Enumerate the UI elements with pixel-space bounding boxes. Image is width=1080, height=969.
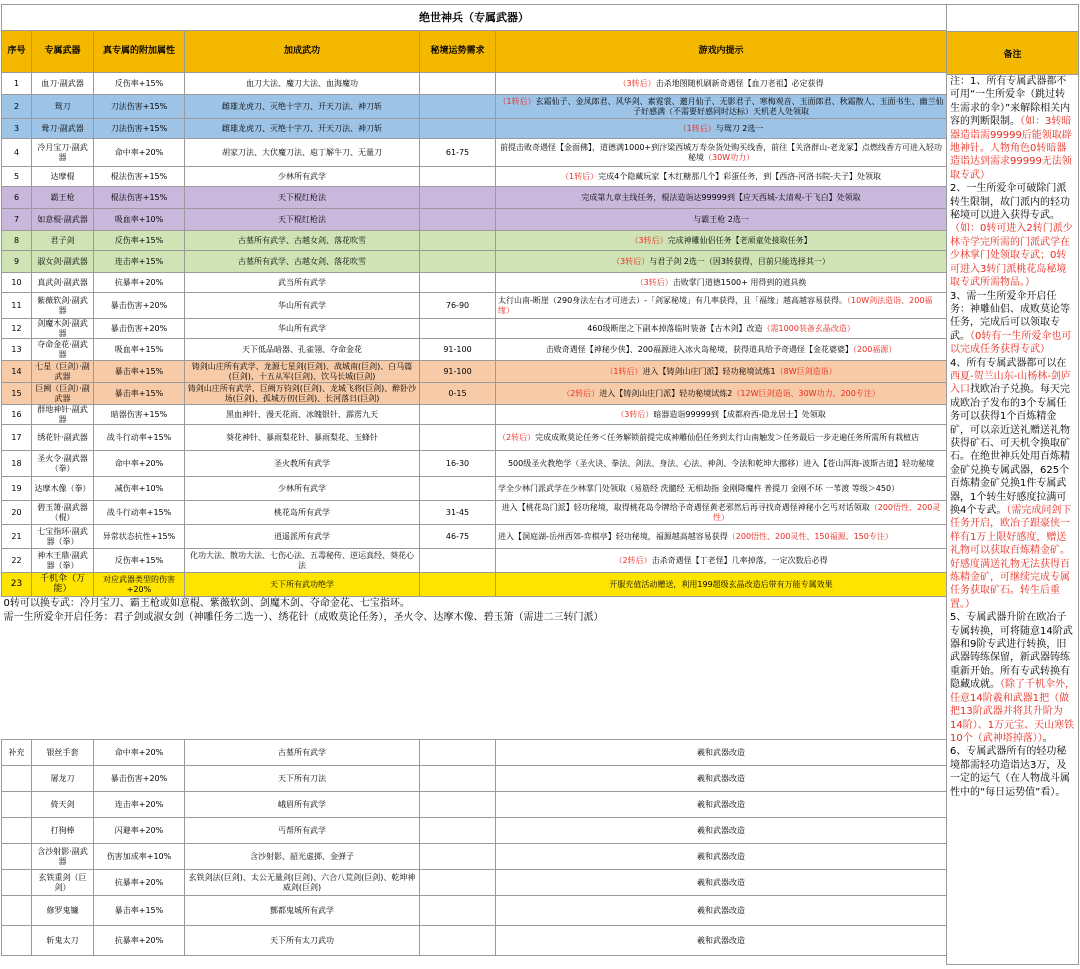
cell-weapon: 斩鬼太刀 (32, 926, 94, 956)
supplement-row (2, 896, 947, 926)
hint-requirement: （12W巨剑造诣、30W功力、200专注） (732, 388, 880, 398)
cell-weapon: 修罗鬼镰 (32, 896, 94, 926)
col-header-hint: 游戏内提示 (496, 31, 947, 73)
hint-text: 500级圣火教绝学（圣火诀、拳法、剑法、身法、心法、神剑、令法和乾坤大挪移）进入【苍山洱海-波斯古道】轻功秘境 (507, 458, 935, 468)
supplement-label-cell (2, 792, 32, 818)
cell-no: 4 (2, 139, 32, 167)
cell-weapon: 千机伞（万能） (32, 573, 94, 597)
note-text: 0转可以换专武：冷月宝刀、霸王枪或如意棍、紫薇软剑、剑魔木剑、夺命金花、七宝指环。 (3, 598, 410, 610)
cell-hint (496, 187, 947, 209)
cell-skills: 铸剑山庄所有武学、巨阙万钧剑(巨剑)、龙城飞将(巨剑)、醉卧沙场(巨剑)、孤城万仞(巨剑)、长河落日(巨剑) (185, 383, 420, 405)
cell-attr: 暴击伤害+20% (94, 319, 185, 339)
cell-hint (496, 549, 947, 573)
cell-hint: 羲和武器改造 (496, 792, 947, 818)
cell-attr: 异常状态抗性+15% (94, 525, 185, 549)
hint-text: 太行山南-断崖（290身法左右才可进去）-「剑冢秘境」有几率获得，且「福缘」越高越容易获得。 (498, 296, 848, 305)
hint-tag: （1转后） (561, 171, 599, 181)
hint-text: 与君子剑 2选一（因3转获得，目前只能选择其一） (649, 256, 830, 266)
cell-attr: 命中率+20% (94, 139, 185, 167)
cell-no: 22 (2, 549, 32, 573)
cell-hint (496, 73, 947, 95)
hint-tag: （1转后） (605, 366, 643, 376)
cell-skills: 葵花神针、暴雨梨花针、暴雨梨花、玉蜂针 (185, 425, 420, 451)
cell-skills: 桃花岛所有武学 (185, 501, 420, 525)
cell-attr: 抗暴率+20% (94, 870, 185, 896)
hint-text: 进入【桃花岛门派】轻功秘境，取得桃花岛令牌给予奇遇怪黄老邪然后再寻找奇遇怪神秘小乞丐对话领取 (501, 503, 870, 512)
cell-skills: 峨眉所有武学 (185, 792, 420, 818)
hint-tag: （3转后） (618, 78, 656, 88)
cell-req (420, 926, 496, 956)
remarks-panel (946, 4, 1079, 965)
cell-attr: 暴击率+15% (94, 361, 185, 383)
hint-text: 前提击败奇遇怪【金面佛】，道德满1000+到汴梁西城万寿杂货处购买线香，前往【关洛群山-老龙冢】点燃线香方可进入轻功秘境 (500, 143, 942, 162)
hint-text: 完成成败莫论任务＜任务解锁前提完成神雕仙侣任务到太行山南触发＞任务最后一步走遍任务所需所有栽植店 (535, 432, 920, 442)
cell-weapon: 七宝指环·副武器（拳） (32, 525, 94, 549)
supplement-row (2, 818, 947, 844)
hint-text: 完成第九章主线任务，棍法造诣达99999到【应天西城-太清观-于飞白】处领取 (581, 192, 861, 202)
table-row (2, 231, 947, 251)
table-row (2, 273, 947, 293)
hint-tag: （3转后） (616, 409, 654, 419)
cell-no: 1 (2, 73, 32, 95)
cell-req: 46-75 (420, 525, 496, 549)
cell-skills: 圣火教所有武学 (185, 451, 420, 477)
cell-req (420, 792, 496, 818)
table-row (2, 167, 947, 187)
col-header-weapon: 专属武器 (32, 31, 94, 73)
hint-text: 击败奇遇怪【神秘少侠】、200福源进入冰火岛秘境，获得道具给予奇遇怪【金花婆婆】 (545, 344, 854, 354)
cell-skills: 血刀大法、魔刀大法、血海魔功 (185, 73, 420, 95)
remark-5-red: （除了千机伞外，任意14阶羲和武器1把（做把13阶武器并将其升阶为14阶）、1万元宝、天山寒铁10个（武神塔掉落）） (950, 679, 1075, 744)
cell-attr: 连击率+20% (94, 792, 185, 818)
hint-text: 完成神雕仙侣任务【老顽童处接取任务】 (667, 235, 812, 245)
cell-weapon: 紫薇软剑·副武器 (32, 293, 94, 319)
col-header-no: 序号 (2, 31, 32, 73)
spacer-row (2, 625, 947, 633)
note-row (2, 611, 947, 625)
cell-hint (496, 361, 947, 383)
hint-text: 460级断崖之下副本掉落临时装备【古木剑】改造 (587, 323, 763, 333)
cell-attr: 战斗行动率+15% (94, 501, 185, 525)
cell-attr: 反伤率+15% (94, 73, 185, 95)
cell-hint (496, 383, 947, 405)
header-row (2, 31, 947, 73)
cell-no: 19 (2, 477, 32, 501)
cell-req (420, 251, 496, 273)
cell-weapon: 屠龙刀 (32, 766, 94, 792)
cell-hint: 羲和武器改造 (496, 896, 947, 926)
cell-attr: 抗暴率+20% (94, 926, 185, 956)
cell-skills: 逍遥派所有武学 (185, 525, 420, 549)
remark-3: 3、需一生所爱伞开启任务：神雕仙侣、成败莫论等任务，完成后可以领取专武。 (950, 290, 1070, 342)
cell-hint: 羲和武器改造 (496, 818, 947, 844)
cell-weapon: 打狗棒 (32, 818, 94, 844)
table-row (2, 95, 947, 119)
hint-requirement: （30W功力） (703, 152, 755, 162)
cell-hint (496, 251, 947, 273)
table-row (2, 209, 947, 231)
cell-req (420, 573, 496, 597)
hint-text: 击杀地图随机刷新奇遇怪【血刀老祖】必定获得 (655, 78, 824, 88)
cell-skills: 古墓所有武学、古越女剑、落花吹雪 (185, 251, 420, 273)
cell-weapon: 达摩棍 (32, 167, 94, 187)
supplement-label-cell (2, 818, 32, 844)
cell-no: 8 (2, 231, 32, 251)
hint-text: 开服充值活动赠送，利用199超级玄晶改造后带有万能专属效果 (609, 579, 833, 589)
cell-skills: 天下棍红枪法 (185, 209, 420, 231)
remark-1: 注：1、所有专属武器都不可用“一生所爱伞（跳过转生需求的伞）”来解除相关内容的判断限制。 (950, 76, 1071, 128)
cell-hint (496, 477, 947, 501)
cell-weapon: 夺命金花·副武器 (32, 339, 94, 361)
hint-tag: （1转后） (498, 97, 536, 106)
cell-no: 3 (2, 119, 32, 139)
cell-req (420, 740, 496, 766)
cell-skills: 黑血神针、漫天花雨、冰魄银针、霹雳九天 (185, 405, 420, 425)
hint-requirement: （需1000装备玄晶改造） (762, 323, 855, 333)
cell-hint: 羲和武器改造 (496, 844, 947, 870)
cell-attr: 刀法伤害+15% (94, 119, 185, 139)
cell-weapon: 淑女剑·副武器 (32, 251, 94, 273)
spacer-cell (2, 625, 947, 633)
cell-skills: 化功大法、散功大法、七伤心法、五毒秘传、逆运真经、葵花心法 (185, 549, 420, 573)
remark-6: 6、专属武器所有的轻功秘境都需轻功造诣达3万，及一定的运气（在人物战斗属性中的“每日运势值”看）。 (950, 746, 1070, 798)
cell-no: 18 (2, 451, 32, 477)
cell-no: 14 (2, 361, 32, 383)
remark-1-red: （如：3转暗器造诣需99999后能领取辟地神针。人物角色0转暗器造诣达到需求99999无法领取专武） (950, 116, 1072, 181)
table-row (2, 187, 947, 209)
cell-hint: 羲和武器改造 (496, 766, 947, 792)
supplement-row (2, 844, 947, 870)
hint-requirement: （10W剑法造诣、200福缘） (498, 296, 933, 315)
cell-hint (496, 339, 947, 361)
cell-req: 16-30 (420, 451, 496, 477)
hint-tag: （2转后） (614, 555, 652, 565)
cell-hint (496, 119, 947, 139)
table-row (2, 425, 947, 451)
remark-2: 2、一生所爱伞可破除门派转生限制，故门派内的轻功秘境可以进入获得专武。 (950, 183, 1070, 222)
cell-req (420, 870, 496, 896)
cell-skills: 天下所有刀法 (185, 766, 420, 792)
table-row (2, 525, 947, 549)
cell-no: 23 (2, 573, 32, 597)
cell-skills: 少林所有武学 (185, 167, 420, 187)
col-header-attr: 真专属的附加属性 (94, 31, 185, 73)
remark-5: 5、专属武器升阶在欧冶子专属转换，可将随意14阶武器和9阶专武进行转换，旧武器铸练保留，新武器铸练重新开始。所有专武转换有隐藏成就。 (950, 612, 1073, 691)
cell-req: 31-45 (420, 501, 496, 525)
cell-weapon: 如意棍·副武器 (32, 209, 94, 231)
cell-req (420, 319, 496, 339)
hint-text: 进入【铸剑山庄门派】轻功秘境试炼2 (599, 388, 733, 398)
cell-attr: 连击率+15% (94, 251, 185, 273)
hint-text: 与鸳刀 2选一 (715, 123, 764, 133)
cell-weapon: 血刀·副武器 (32, 73, 94, 95)
cell-req (420, 119, 496, 139)
cell-no: 2 (2, 95, 32, 119)
remark-4-location: 西夏-贺兰山东-山杨林-剑庐入口 (950, 370, 1071, 396)
col-header-skills: 加成武功 (185, 31, 420, 73)
cell-skills: 铸剑山庄所有武学、龙源七星剑(巨剑)、战城南(巨剑)、白马篇(巨剑)、十五从军(巨剑)、饮马长城(巨剑) (185, 361, 420, 383)
supplement-label-cell (2, 870, 32, 896)
supplement-row (2, 870, 947, 896)
supplement-label-cell (2, 896, 32, 926)
table-row (2, 251, 947, 273)
cell-no: 17 (2, 425, 32, 451)
hint-tag: （2转后） (498, 432, 536, 442)
table-row (2, 139, 947, 167)
cell-no: 6 (2, 187, 32, 209)
cell-req (420, 273, 496, 293)
cell-req (420, 425, 496, 451)
remarks-header: 备注 (947, 32, 1078, 75)
cell-weapon: 巨阙（巨剑）·副武器 (32, 383, 94, 405)
cell-attr: 吸血率+15% (94, 339, 185, 361)
cell-hint (496, 501, 947, 525)
cell-req: 61-75 (420, 139, 496, 167)
remark-2-red: （如：0转可进入2转门派少林寺学完所需的门派武学在少林掌门处领取专武；0转可进入3转门派桃花岛秘境取专武所需物品。） (950, 223, 1073, 289)
cell-attr: 暴击伤害+20% (94, 293, 185, 319)
cell-skills: 天下所有太刀武功 (185, 926, 420, 956)
cell-no: 20 (2, 501, 32, 525)
cell-no: 12 (2, 319, 32, 339)
cell-weapon: 剑魔木剑·副武器 (32, 319, 94, 339)
cell-no: 9 (2, 251, 32, 273)
hint-requirement: （200悟性、200灵性、150福源、150专注） (727, 531, 893, 541)
cell-req (420, 818, 496, 844)
table-row (2, 405, 947, 425)
remark-4b: 找欧冶子兑换。每天完成欧冶子发布的3个专属任务可以获得1个百炼精金矿，可以亲近送礼赠送礼物获得矿石、可天机令换取矿石。在绝世神兵处用百炼精金矿兑换专属武器，625个百炼精金矿兑换1件专属武器，1个转生好感度拉满可换4个专武。 (950, 384, 1070, 516)
cell-hint (496, 167, 947, 187)
cell-weapon: 鸯刀·副武器 (32, 119, 94, 139)
hint-text: 击杀奇遇怪【丁老怪】几率掉落，一定次数后必得 (651, 555, 828, 565)
cell-skills: 武当所有武学 (185, 273, 420, 293)
cell-no: 15 (2, 383, 32, 405)
cell-weapon: 银丝手套 (32, 740, 94, 766)
cell-weapon: 圣火令·副武器（拳） (32, 451, 94, 477)
cell-weapon: 达摩木像（拳） (32, 477, 94, 501)
cell-attr: 棍法伤害+15% (94, 167, 185, 187)
table-row (2, 293, 947, 319)
cell-weapon: 君子剑 (32, 231, 94, 251)
hint-text: 学全少林门派武学在少林掌门处领取（易筋经 洗髓经 无相劫指 金刚降魔杵 普提刀 金刚不坏 一苇渡 等级＞450） (498, 483, 900, 493)
cell-attr: 战斗行动率+15% (94, 425, 185, 451)
cell-req (420, 896, 496, 926)
table-row (2, 119, 947, 139)
weapons-table (1, 4, 947, 633)
cell-attr: 棍法伤害+15% (94, 187, 185, 209)
cell-weapon: 玄铁重剑（巨剑） (32, 870, 94, 896)
table-row (2, 451, 947, 477)
supplement-row (2, 926, 947, 956)
cell-skills: 天下低品暗器、孔雀翎、夺命金花 (185, 339, 420, 361)
supplement-label-cell (2, 926, 32, 956)
supplement-label-cell: 补充 (2, 740, 32, 766)
cell-req: 91-100 (420, 361, 496, 383)
cell-weapon: 真武剑·副武器 (32, 273, 94, 293)
table-row (2, 73, 947, 95)
note-row (2, 597, 947, 611)
hint-text: 与霸王枪 2选一 (693, 214, 749, 224)
cell-req (420, 844, 496, 870)
hint-text: 完成4个隐藏玩家【木红糖那几个】彩蛋任务，到【西洛-河洛书院-夫子】处领取 (598, 171, 882, 181)
cell-skills: 酆都鬼城所有武学 (185, 896, 420, 926)
supplement-row (2, 740, 947, 766)
cell-hint (496, 95, 947, 119)
hint-tag: （2转后） (562, 388, 600, 398)
cell-attr: 反伤率+15% (94, 549, 185, 573)
cell-req (420, 766, 496, 792)
cell-skills: 古墓所有武学、古越女剑、落花吹雪 (185, 231, 420, 251)
cell-skills: 丐帮所有武学 (185, 818, 420, 844)
hint-requirement: （200福源） (853, 344, 897, 354)
cell-req (420, 549, 496, 573)
cell-hint (496, 451, 947, 477)
hint-text: 玄霜仙子、金凤郎君、风华剑、素霓裳、邀月仙子、无影君子、寒梅观音、玉面郎君、秋霜散人、玉面书生、幽兰仙子好感满（不需要好感同时达标）天机老人处领取 (535, 97, 944, 116)
cell-attr: 命中率+20% (94, 740, 185, 766)
cell-hint: 羲和武器改造 (496, 926, 947, 956)
supplement-table (1, 739, 947, 956)
table-row (2, 549, 947, 573)
cell-weapon: 七星（巨剑）·副武器 (32, 361, 94, 383)
cell-weapon: 群地神针·副武器 (32, 405, 94, 425)
table-row (2, 477, 947, 501)
cell-hint (496, 425, 947, 451)
cell-hint (496, 209, 947, 231)
cell-attr: 命中率+20% (94, 451, 185, 477)
cell-hint (496, 525, 947, 549)
cell-attr: 伤害加成率+10% (94, 844, 185, 870)
cell-req: 0-15 (420, 383, 496, 405)
cell-hint (496, 139, 947, 167)
cell-hint: 羲和武器改造 (496, 870, 947, 896)
cell-skills: 天下棍红枪法 (185, 187, 420, 209)
hint-tag: （3转后） (630, 235, 668, 245)
remark-5-end: 。 (1042, 732, 1053, 744)
cell-weapon: 冷月宝刀·副武器 (32, 139, 94, 167)
cell-no: 7 (2, 209, 32, 231)
cell-skills: 含沙射影、韶光虚掷、金弹子 (185, 844, 420, 870)
cell-no: 11 (2, 293, 32, 319)
cell-weapon: 倚天剑 (32, 792, 94, 818)
supplement-row (2, 766, 947, 792)
cell-skills: 胡家刀法、大伏魔刀法、庖丁解牛刀、无量刀 (185, 139, 420, 167)
hint-text: 暗器造诣99999到【成都府西-隐龙居士】处领取 (653, 409, 826, 419)
cell-weapon: 碧玉箫·副武器（棍） (32, 501, 94, 525)
hint-tag: （3转后） (612, 256, 650, 266)
cell-weapon: 神木王鼎·副武器（拳） (32, 549, 94, 573)
cell-req (420, 209, 496, 231)
cell-weapon: 含沙射影·副武器 (32, 844, 94, 870)
hint-text: 进入【铸剑山庄门派】轻功秘境试炼1 (642, 366, 776, 376)
remark-4a: 4、所有专属武器都可以在 (950, 357, 1067, 369)
cell-skills: 天下所有武功绝学 (185, 573, 420, 597)
note-text: 需一生所爱伞开启任务：君子剑或淑女剑（神雕任务二选一）、绣花针（成败莫论任务），圣火令、达摩木像、碧玉箫（需进二三转门派） (3, 612, 604, 623)
cell-attr: 暴击率+15% (94, 896, 185, 926)
hint-text: 击败掌门道德1500+ 用得到的道具换 (672, 277, 807, 287)
cell-hint: 羲和武器改造 (496, 740, 947, 766)
cell-req (420, 95, 496, 119)
hint-requirement: （8W巨剑造诣） (775, 366, 837, 376)
cell-hint (496, 273, 947, 293)
remark-3-red: （0转有一生所爱伞也可以完成任务获得专武） (950, 330, 1072, 356)
hint-requirement: （200悟性、200灵性） (713, 503, 941, 522)
table-row (2, 573, 947, 597)
hint-tag: （3转后） (635, 277, 673, 287)
table-row (2, 383, 947, 405)
cell-weapon: 霸王枪 (32, 187, 94, 209)
cell-req: 91-100 (420, 339, 496, 361)
cell-skills: 古墓所有武学 (185, 740, 420, 766)
table-row (2, 339, 947, 361)
cell-attr: 反伤率+15% (94, 231, 185, 251)
remarks-spacer (947, 5, 1078, 32)
cell-hint (496, 573, 947, 597)
table-row (2, 361, 947, 383)
supplement-row (2, 792, 947, 818)
cell-weapon: 鸳刀 (32, 95, 94, 119)
col-header-req: 秘境运势需求 (420, 31, 496, 73)
remarks-body (947, 75, 1078, 799)
cell-attr: 暗器伤害+15% (94, 405, 185, 425)
cell-skills: 雌雄龙虎刀、灭绝十字刀、开天刀法、神刀斩 (185, 95, 420, 119)
remark-4-red: （需完成问剑下任务开启，欧冶子跟豪侠一样有1万上限好感度，赠送礼物可以获取百炼精金矿。好感度满送礼物无法获得百炼精金矿，可继续完成专属任务获取矿石。转生后重置。） (950, 505, 1072, 610)
cell-hint (496, 319, 947, 339)
cell-weapon: 绣花针·副武器 (32, 425, 94, 451)
cell-skills: 少林所有武学 (185, 477, 420, 501)
cell-no: 13 (2, 339, 32, 361)
cell-req (420, 73, 496, 95)
cell-no: 16 (2, 405, 32, 425)
table-row (2, 501, 947, 525)
cell-req (420, 231, 496, 251)
supplement-label-cell (2, 766, 32, 792)
cell-hint (496, 293, 947, 319)
supplement-label-cell (2, 844, 32, 870)
cell-attr: 闪避率+20% (94, 818, 185, 844)
hint-text: 进入【洞庭湖-岳州西郊-弈棋亭】轻功秘境，福源越高越容易获得 (498, 531, 728, 541)
cell-req: 76-90 (420, 293, 496, 319)
cell-hint (496, 231, 947, 251)
cell-req (420, 405, 496, 425)
cell-attr: 吸血率+10% (94, 209, 185, 231)
cell-skills: 玄铁剑法(巨剑)、太公无量剑(巨剑)、六合八荒剑(巨剑)、乾坤神威剑(巨剑) (185, 870, 420, 896)
hint-tag: （1转后） (678, 123, 716, 133)
cell-attr: 减伤率+10% (94, 477, 185, 501)
cell-attr: 刀法伤害+15% (94, 95, 185, 119)
cell-skills: 华山所有武学 (185, 293, 420, 319)
cell-attr: 对应武器类型的伤害+20% (94, 573, 185, 597)
cell-skills: 华山所有武学 (185, 319, 420, 339)
cell-hint (496, 405, 947, 425)
cell-no: 5 (2, 167, 32, 187)
cell-attr: 暴击率+15% (94, 383, 185, 405)
cell-attr: 暴击伤害+20% (94, 766, 185, 792)
cell-req (420, 187, 496, 209)
cell-attr: 抗暴率+20% (94, 273, 185, 293)
cell-skills: 雌雄龙虎刀、灭绝十字刀、开天刀法、神刀斩 (185, 119, 420, 139)
table-title: 绝世神兵（专属武器） (2, 5, 947, 31)
cell-no: 10 (2, 273, 32, 293)
cell-no: 21 (2, 525, 32, 549)
cell-req (420, 167, 496, 187)
cell-req (420, 477, 496, 501)
table-row (2, 319, 947, 339)
